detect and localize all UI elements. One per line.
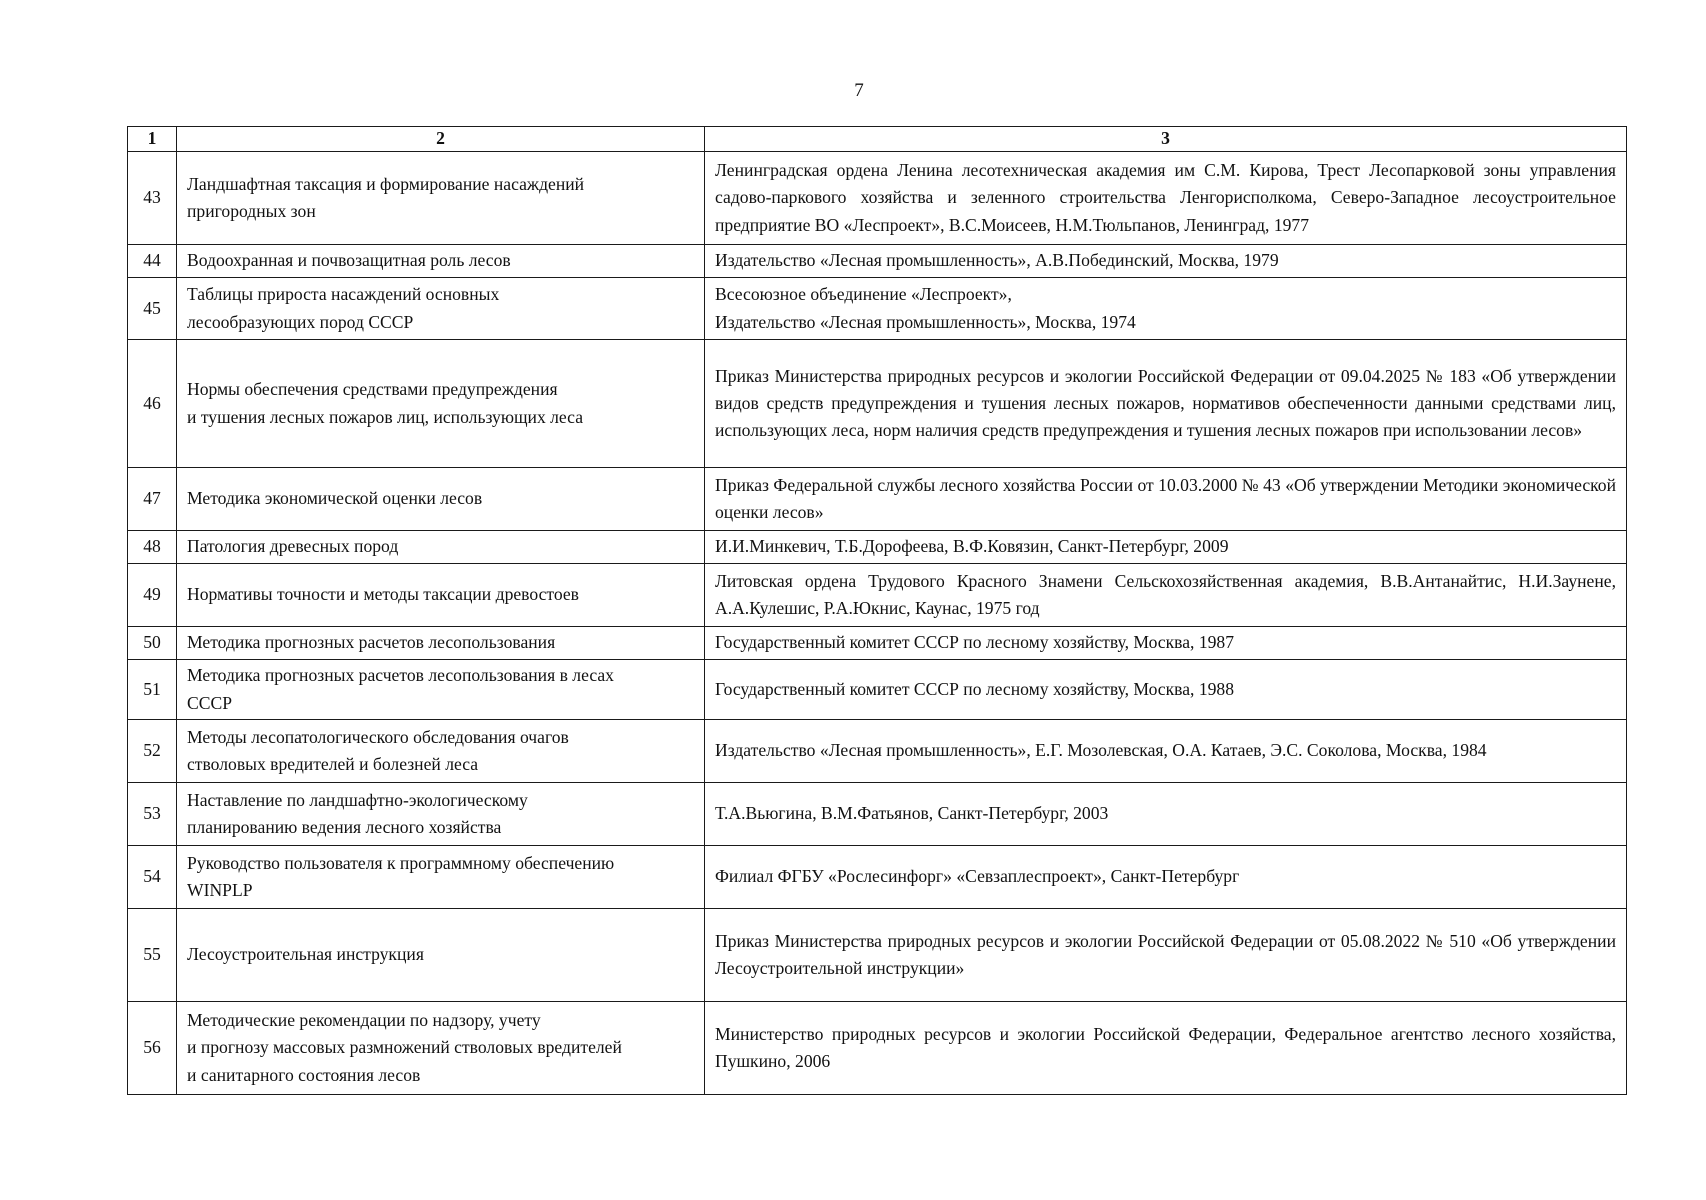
table-row [128, 564, 1627, 627]
table-row [128, 152, 1627, 245]
document-title: Таблицы прироста насаждений основных лесообразующих пород СССР [177, 278, 705, 340]
row-number: 56 [128, 1002, 177, 1095]
row-number: 49 [128, 564, 177, 627]
document-title: Методические рекомендации по надзору, учету и прогнозу массовых размножений стволовых вредителей и санитарного состояния лесов [177, 1002, 705, 1095]
table-row [128, 660, 1627, 720]
document-source: Приказ Федеральной службы лесного хозяйства России от 10.03.2000 № 43 «Об утверждении Методики экономической оценки лесов» [705, 468, 1627, 531]
header-cell-2: 2 [177, 127, 705, 152]
row-number: 43 [128, 152, 177, 245]
document-source: Издательство «Лесная промышленность», А.В.Побединский, Москва, 1979 [705, 245, 1627, 278]
document-title: Наставление по ландшафтно-экологическому планированию ведения лесного хозяйства [177, 783, 705, 846]
row-number: 55 [128, 909, 177, 1002]
document-source: Т.А.Вьюгина, В.М.Фатьянов, Санкт-Петербург, 2003 [705, 783, 1627, 846]
page-number: 7 [854, 80, 864, 101]
table-row [128, 468, 1627, 531]
row-number: 46 [128, 340, 177, 468]
document-title: Нормативы точности и методы таксации древостоев [177, 564, 705, 627]
document-source: Государственный комитет СССР по лесному хозяйству, Москва, 1987 [705, 627, 1627, 660]
table-header-row [128, 127, 1627, 152]
document-source: Ленинградская ордена Ленина лесотехническая академия им С.М. Кирова, Трест Лесопарковой зоны управления садово-паркового хозяйства и зеленного строительства Ленгорисполкома, Северо-Западное лесоустроительное предприятие ВО «Леспроект», В.С.Моисеев, Н.М.Тюльпанов, Ленинград, 1977 [705, 152, 1627, 245]
document-source: Филиал ФГБУ «Рослесинфорг» «Севзаплеспроект», Санкт-Петербург [705, 846, 1627, 909]
document-title: Ландшафтная таксация и формирование насаждений пригородных зон [177, 152, 705, 245]
document-source: Государственный комитет СССР по лесному хозяйству, Москва, 1988 [705, 660, 1627, 720]
table-row [128, 909, 1627, 1002]
document-title: Методика прогнозных расчетов лесопользования в лесах СССР [177, 660, 705, 720]
row-number: 47 [128, 468, 177, 531]
document-source: Министерство природных ресурсов и экологии Российской Федерации, Федеральное агентство лесного хозяйства, Пушкино, 2006 [705, 1002, 1627, 1095]
row-number: 52 [128, 720, 177, 783]
document-title: Водоохранная и почвозащитная роль лесов [177, 245, 705, 278]
table-row [128, 1002, 1627, 1095]
row-number: 53 [128, 783, 177, 846]
row-number: 54 [128, 846, 177, 909]
document-title: Патология древесных пород [177, 531, 705, 564]
document-source: Издательство «Лесная промышленность», Е.Г. Мозолевская, О.А. Катаев, Э.С. Соколова, Москва, 1984 [705, 720, 1627, 783]
row-number: 45 [128, 278, 177, 340]
document-source: И.И.Минкевич, Т.Б.Дорофеева, В.Ф.Ковязин, Санкт-Петербург, 2009 [705, 531, 1627, 564]
document-title: Лесоустроительная инструкция [177, 909, 705, 1002]
references-table [127, 126, 1627, 1095]
document-title: Методика прогнозных расчетов лесопользования [177, 627, 705, 660]
document-title: Методы лесопатологического обследования очагов стволовых вредителей и болезней леса [177, 720, 705, 783]
table-row [128, 245, 1627, 278]
row-number: 51 [128, 660, 177, 720]
table-row [128, 627, 1627, 660]
row-number: 50 [128, 627, 177, 660]
document-source: Литовская ордена Трудового Красного Знамени Сельскохозяйственная академия, В.В.Антанайтис, Н.И.Заунене, А.А.Кулешис, Р.А.Юкнис, Каунас, 1975 год [705, 564, 1627, 627]
table-row [128, 783, 1627, 846]
document-source: Всесоюзное объединение «Леспроект», Издательство «Лесная промышленность», Москва, 1974 [705, 278, 1627, 340]
document-title: Нормы обеспечения средствами предупреждения и тушения лесных пожаров лиц, использующих леса [177, 340, 705, 468]
header-cell-3: 3 [705, 127, 1627, 152]
table-row [128, 531, 1627, 564]
header-cell-1: 1 [128, 127, 177, 152]
document-title: Руководство пользователя к программному обеспечению WINPLP [177, 846, 705, 909]
table-row [128, 720, 1627, 783]
document-source: Приказ Министерства природных ресурсов и экологии Российской Федерации от 09.04.2025 № 183 «Об утверждении видов средств предупреждения и тушения лесных пожаров, нормативов обеспеченности данными средствами лиц, использующих леса, норм наличия средств предупреждения и тушения лесных пожаров при использовании лесов» [705, 340, 1627, 468]
row-number: 48 [128, 531, 177, 564]
document-source: Приказ Министерства природных ресурсов и экологии Российской Федерации от 05.08.2022 № 510 «Об утверждении Лесоустроительной инструкции» [705, 909, 1627, 1002]
row-number: 44 [128, 245, 177, 278]
table-row [128, 846, 1627, 909]
document-title: Методика экономической оценки лесов [177, 468, 705, 531]
table-row [128, 340, 1627, 468]
table-row [128, 278, 1627, 340]
